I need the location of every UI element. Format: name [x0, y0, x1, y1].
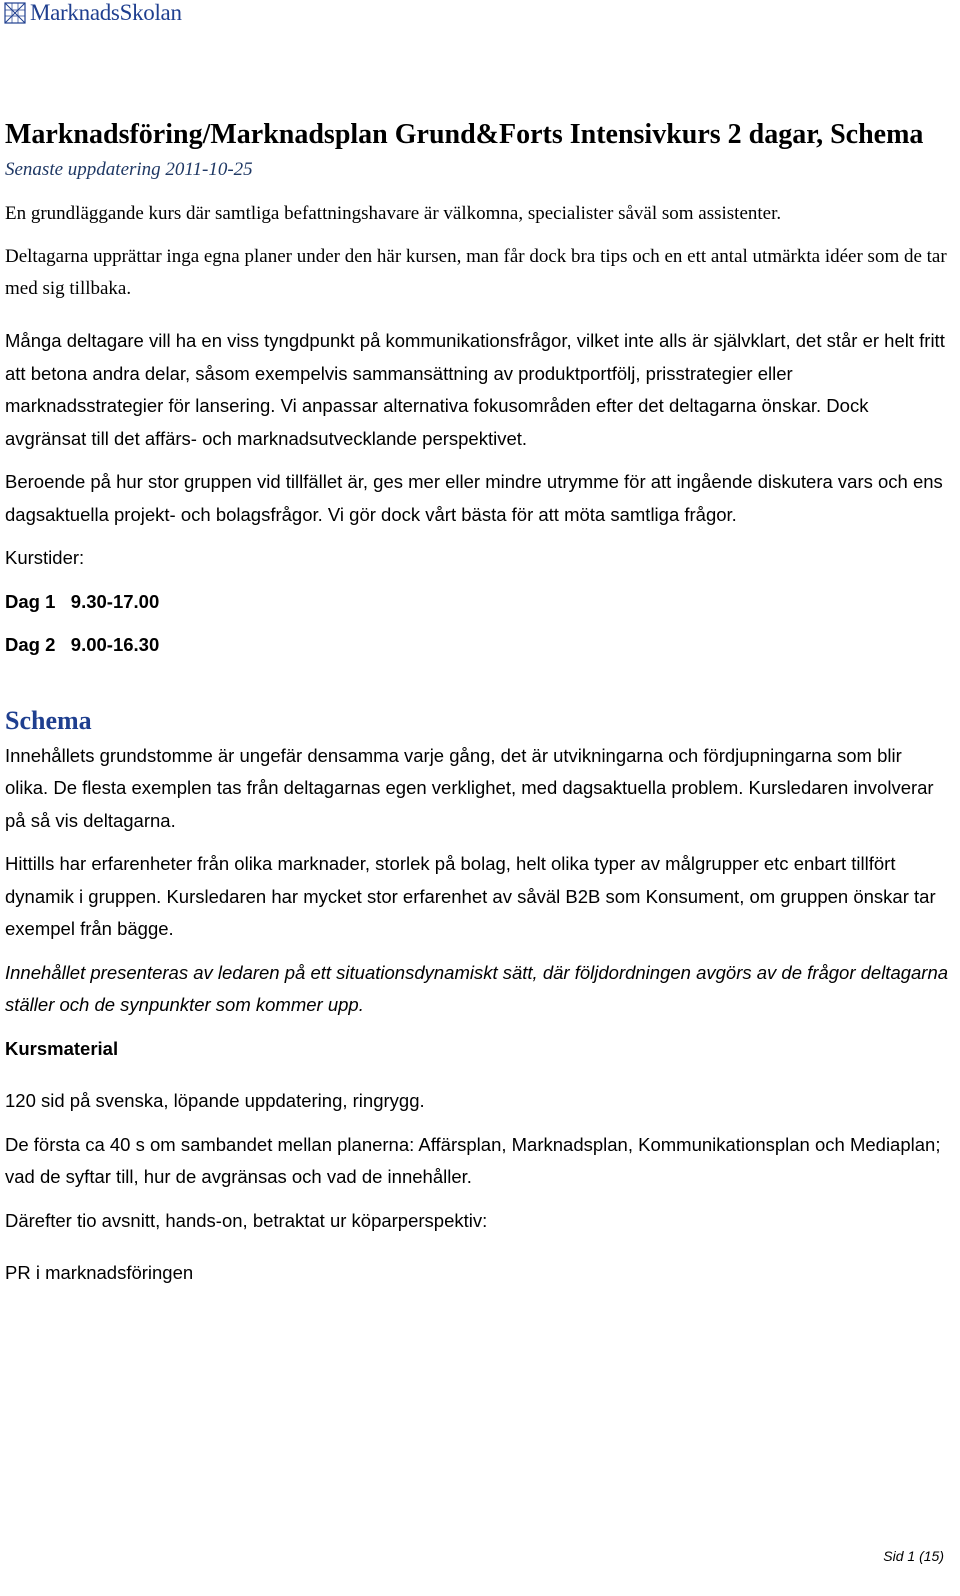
material-paragraph-3: Därefter tio avsnitt, hands-on, betraktat ur köparperspektiv:: [5, 1209, 488, 1231]
schema-paragraph-1: Innehållets grundstomme är ungefär densamma varje gång, det är utvikningarna och fördjupningarna som blir olika. De flesta exemplen tas från deltagarnas egen verklighet, med dagsaktuella problem. Kursledaren involverar på så vis deltagarna.: [5, 744, 934, 831]
material-paragraph-2: De första ca 40 s om sambandet mellan planerna: Affärsplan, Marknadsplan, Kommunikationsplan och Mediaplan; vad de syftar till, hur de avgränsas och vad de innehåller.: [5, 1133, 941, 1187]
group-paragraph: Beroende på hur stor gruppen vid tillfället är, ges mer eller mindre utrymme för att ingående diskutera vars och ens dagsaktuella projekt- och bolagsfrågor. Vi gör dock vårt bästa för att möta samtliga frågor.: [5, 471, 943, 525]
schema-italic-paragraph: Innehållet presenteras av ledaren på ett situationsdynamiskt sätt, där följdordningen avgörs av de frågor deltagarna ställer och de synpunkter som kommer upp.: [5, 961, 949, 1015]
focus-paragraph: Många deltagare vill ha en viss tyngdpunkt på kommunikationsfrågor, vilket inte alls är självklart, det står er helt fritt att betona andra delar, såsom exempelvis sammansättning av produktportfölj, prisstrategier eller marknadsstrategier för lansering. Vi anpassar alternativa fokusområden efter det deltagarna önskar. Dock avgränsat till det affärs- och marknadsutvecklande perspektivet.: [5, 330, 945, 449]
page-number: Sid 1 (15): [883, 1548, 944, 1564]
grid-emblem-icon: [4, 2, 26, 24]
material-paragraph-1: 120 sid på svenska, löpande uppdatering, ringrygg.: [5, 1090, 425, 1111]
logo: [4, 0, 182, 26]
day-1-times: Dag 1 9.30-17.00: [5, 590, 160, 612]
schema-heading: Schema: [5, 705, 92, 735]
intro-paragraph: En grundläggande kurs där samtliga befattningshavare är välkomna, specialister såväl som assistenter.: [5, 203, 782, 224]
last-updated: Senaste uppdatering 2011-10-25: [5, 159, 253, 180]
course-material-heading: Kursmaterial: [5, 1037, 119, 1059]
document-title: Marknadsföring/Marknadsplan Grund&Forts Intensivkurs 2 dagar, Schema: [5, 119, 924, 150]
schema-paragraph-2: Hittills har erfarenheter från olika marknader, storlek på bolag, helt olika typer av målgrupper etc enbart tillfört dynamik i gruppen. Kursledaren har mycket stor erfarenhet av såväl B2B som Konsument, om gruppen önskar tar exempel från bägge.: [5, 853, 936, 939]
material-item-pr: PR i marknadsföringen: [5, 1262, 194, 1283]
plans-paragraph: Deltagarna upprättar inga egna planer under den här kursen, man får dock bra tips och en ett antal utmärkta idéer som de tar med sig tillbaka.: [5, 246, 947, 299]
logo-text: MarknadsSkolan: [30, 0, 182, 25]
document-body: [5, 115, 950, 1290]
course-times-label: Kurstider:: [5, 547, 85, 568]
day-2-times: Dag 2 9.00-16.30: [5, 634, 160, 655]
